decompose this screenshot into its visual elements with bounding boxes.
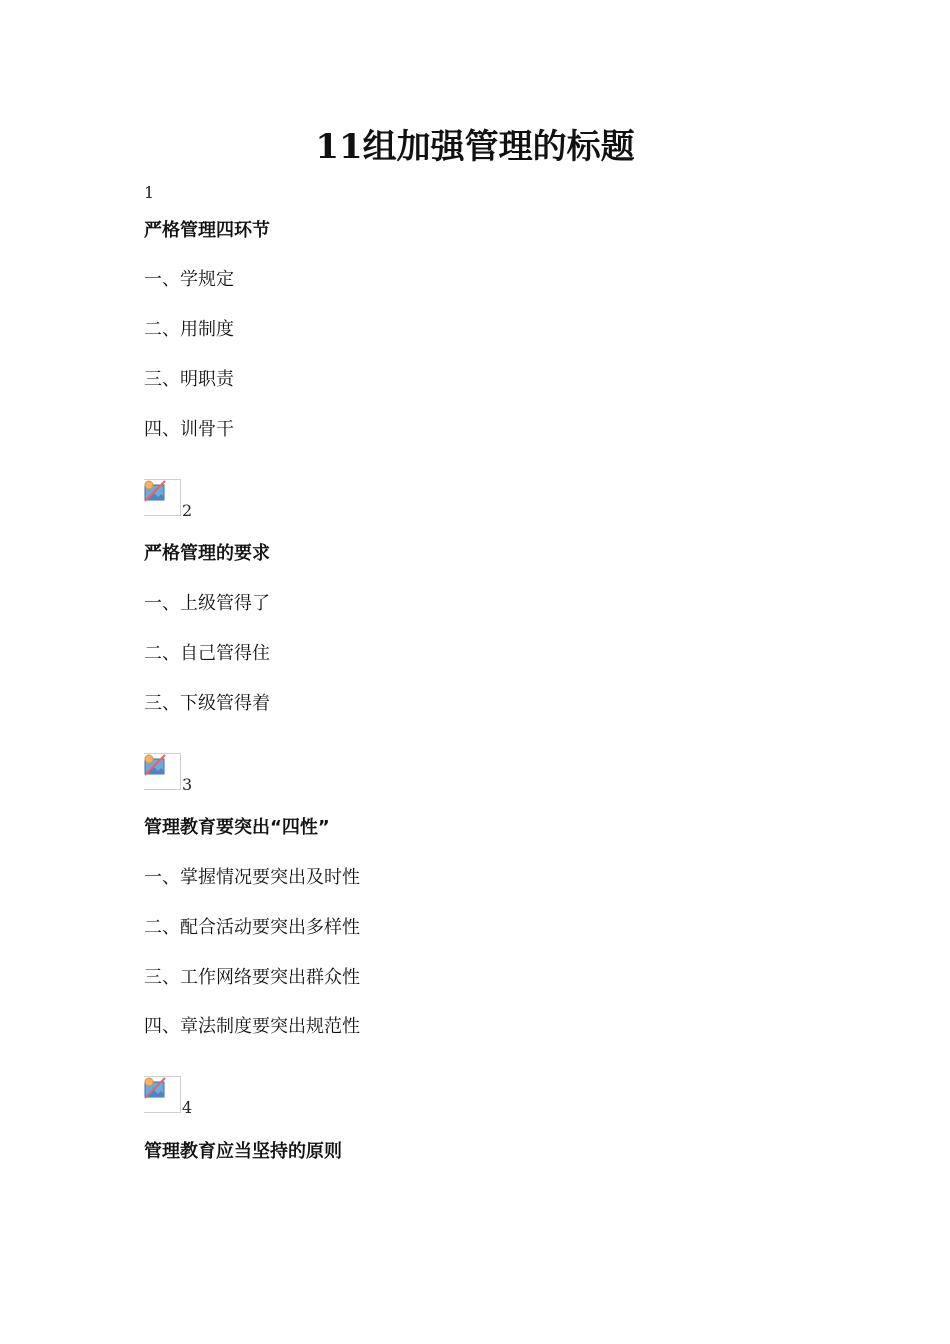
section-number: 3	[182, 775, 193, 794]
page-title: 11组加强管理的标题	[315, 127, 635, 167]
section-heading: 管理教育要突出“四性”	[144, 817, 330, 838]
list-item: 二、配合活动要突出多样性	[144, 917, 360, 938]
section-number: 4	[182, 1098, 193, 1117]
list-item: 三、工作网络要突出群众性	[144, 967, 360, 988]
broken-image-icon	[144, 479, 181, 516]
section-number: 1	[144, 183, 155, 202]
list-item: 一、上级管得了	[144, 593, 270, 614]
list-item: 二、自己管得住	[144, 643, 270, 664]
list-item: 三、明职责	[144, 369, 234, 390]
section-heading: 管理教育应当坚持的原则	[144, 1141, 342, 1162]
broken-image-icon	[144, 1076, 181, 1113]
section-heading: 严格管理四环节	[144, 220, 270, 241]
section-heading: 严格管理的要求	[144, 543, 270, 564]
section-number: 2	[182, 501, 193, 520]
list-item: 一、学规定	[144, 269, 234, 290]
list-item: 二、用制度	[144, 319, 234, 340]
list-item: 四、章法制度要突出规范性	[144, 1016, 360, 1037]
broken-image-icon	[144, 753, 181, 790]
list-item: 四、训骨干	[144, 419, 234, 440]
list-item: 一、掌握情况要突出及时性	[144, 867, 360, 888]
list-item: 三、下级管得着	[144, 693, 270, 714]
